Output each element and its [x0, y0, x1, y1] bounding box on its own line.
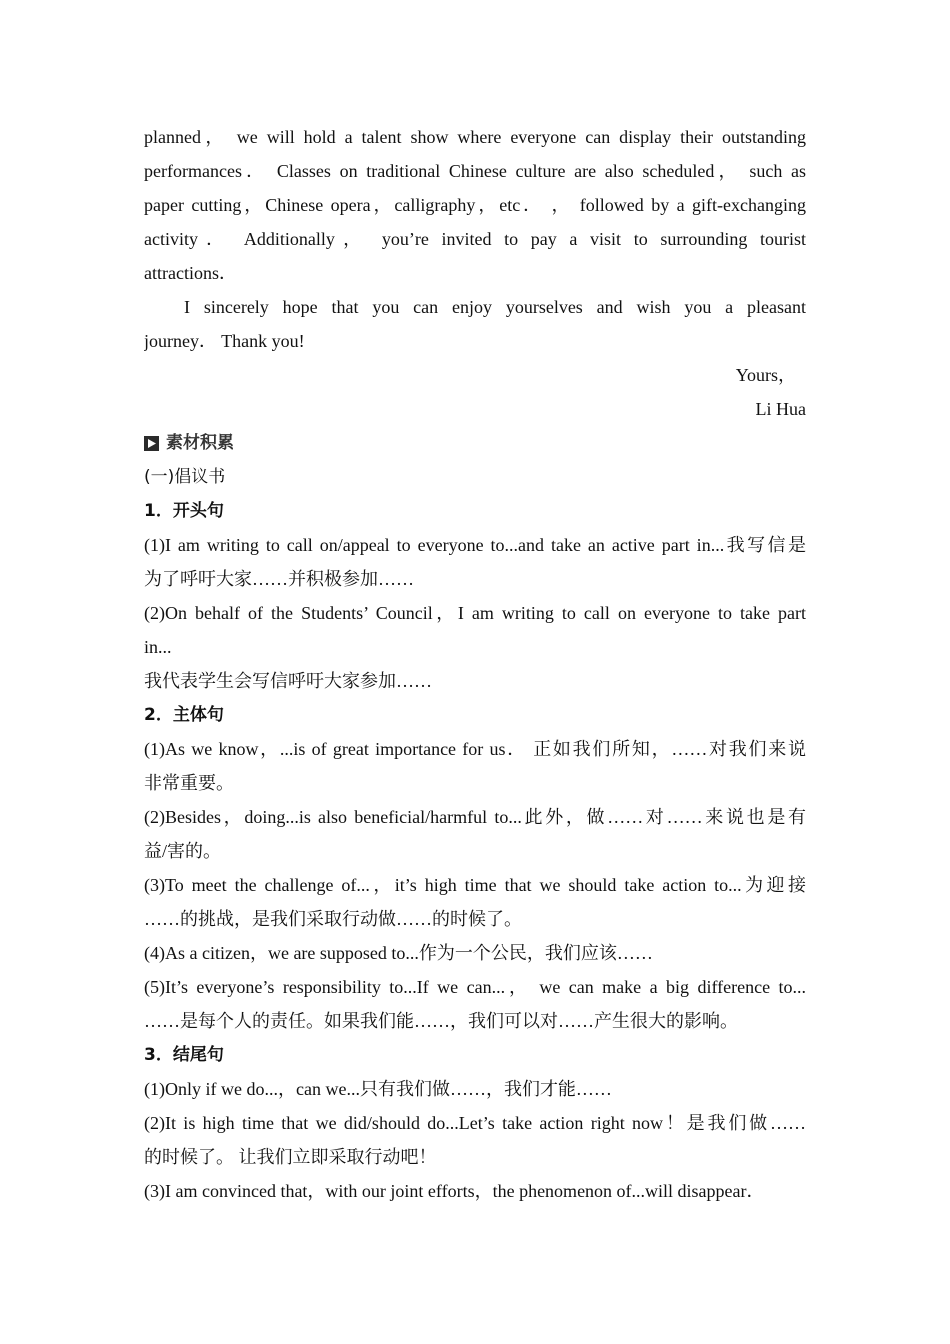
letter-signature: Li Hua: [755, 399, 806, 419]
opening-heading: 1．开头句: [144, 501, 224, 521]
letter-line: paper cutting，Chinese opera，calligraphy，etc． ， followed by a gift-exchanging: [144, 195, 806, 215]
opening-line: (2)On behalf of the Students’ Council，I am writing to call on everyone to take part: [144, 603, 806, 623]
letter-line: activity． Additionally， you’re invited to pay a visit to surrounding tourist: [144, 229, 806, 249]
content-column: [144, 120, 806, 1208]
opening-line: 为了呼吁大家……并积极参加……: [144, 569, 414, 589]
section-heading: [144, 426, 806, 460]
body-line: 非常重要。: [144, 773, 234, 793]
letter-line: attractions．: [144, 263, 237, 283]
play-triangle-icon: [144, 436, 159, 451]
letter-line: planned， we will hold a talent show where everyone can display their outstanding: [144, 127, 806, 147]
letter-line: I sincerely hope that you can enjoy yourselves and wish you a pleasant: [184, 297, 806, 317]
section-title: 素材积累: [166, 433, 234, 453]
closing-line: 的时候了。 让我们立即采取行动吧！: [144, 1147, 437, 1167]
closing-line: (1)Only if we do...，can we...只有我们做……，我们才能……: [144, 1079, 612, 1099]
closing-line: (2)It is high time that we did/should do...Let’s take action right now！是我们做……: [144, 1113, 806, 1133]
body-line: (3)To meet the challenge of...，it’s high time that we should take action to...为迎接: [144, 875, 806, 895]
body-heading: 2．主体句: [144, 705, 224, 725]
section-subtitle: (一)倡议书: [144, 467, 226, 487]
body-line: ……是每个人的责任。如果我们能……，我们可以对……产生很大的影响。: [144, 1011, 738, 1031]
body-line: (5)It’s everyone’s responsibility to...If we can...， we can make a big difference to...: [144, 977, 806, 997]
closing-line: (3)I am convinced that，with our joint efforts，the phenomenon of...will disappear．: [144, 1181, 765, 1201]
letter-closing: Yours，: [735, 365, 796, 385]
letter-line: journey． Thank you!: [144, 331, 305, 351]
closing-heading: 3．结尾句: [144, 1045, 224, 1065]
letter-line: performances． Classes on traditional Chinese culture are also scheduled， such as: [144, 161, 806, 181]
opening-line: in...: [144, 637, 172, 657]
body-line: (2)Besides，doing...is also beneficial/harmful to...此外，做……对……来说也是有: [144, 807, 806, 827]
body-line: 益/害的。: [144, 841, 222, 861]
opening-line: (1)I am writing to call on/appeal to everyone to...and take an active part in...我写信是: [144, 535, 806, 555]
opening-line: 我代表学生会写信呼吁大家参加……: [144, 671, 432, 691]
body-line: ……的挑战，是我们采取行动做……的时候了。: [144, 909, 522, 929]
body-line: (4)As a citizen，we are supposed to...作为一个公民，我们应该……: [144, 943, 653, 963]
body-line: (1)As we know，...is of great importance for us． 正如我们所知，……对我们来说: [144, 739, 806, 759]
